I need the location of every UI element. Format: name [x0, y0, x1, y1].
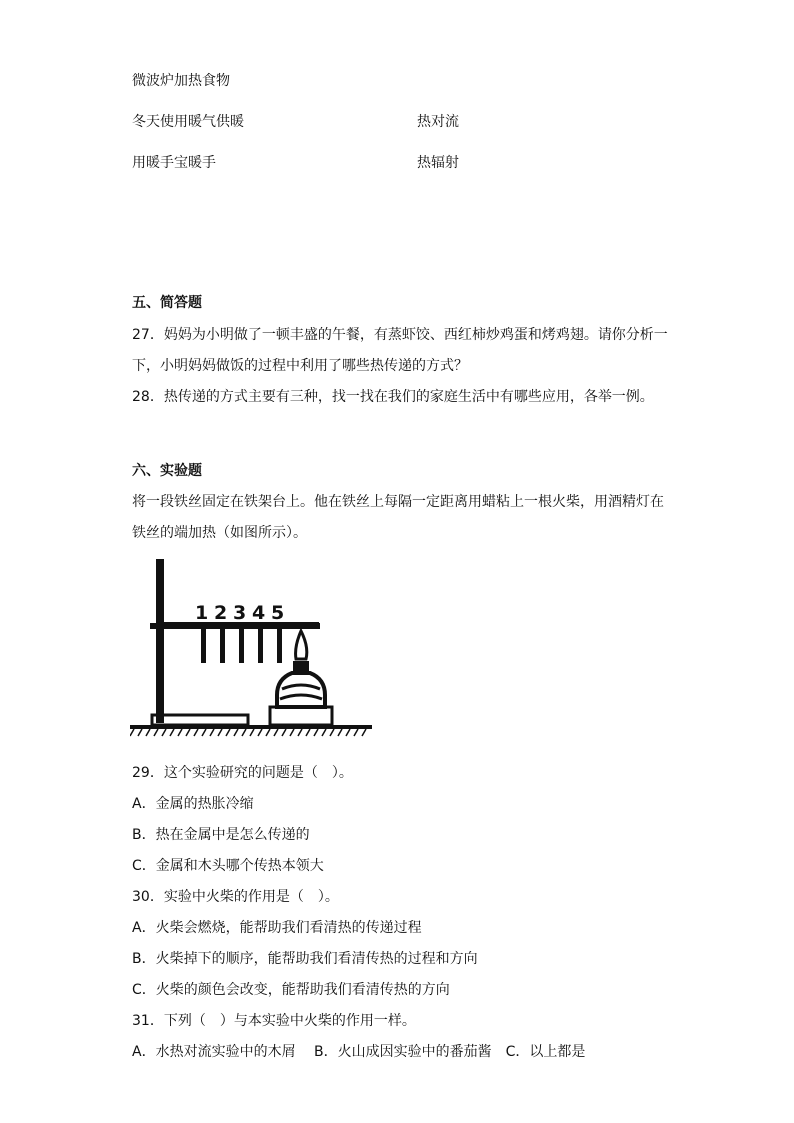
match-number: 1 [195, 602, 209, 624]
match-stick [277, 629, 282, 663]
stand-base [152, 715, 248, 725]
lamp-flame [296, 631, 307, 659]
question-29-option-c: C．金属和木头哪个传热本领大 [132, 858, 324, 874]
experiment-intro-line: 铁丝的端加热（如图所示）。 [132, 525, 307, 541]
experiment-figure [130, 555, 375, 743]
match-number: 4 [252, 602, 266, 624]
lamp-neck [293, 661, 309, 673]
question-28: 28．热传递的方式主要有三种，找一找在我们的家庭生活中有哪些应用，各举一例。 [132, 389, 654, 405]
matching-left-item: 冬天使用暖气供暖 [132, 114, 244, 130]
alcohol-lamp-body [277, 673, 325, 707]
lamp-platform [270, 707, 332, 725]
section-heading: 六、实验题 [132, 463, 202, 479]
question-29: 29．这个实验研究的问题是（ ）。 [132, 765, 353, 781]
match-stick [220, 629, 225, 663]
matching-left-item: 微波炉加热食物 [132, 73, 230, 89]
question-27-line: 27．妈妈为小明做了一顿丰盛的午餐，有蒸虾饺、西红柿炒鸡蛋和烤鸡翅。请你分析一 [132, 327, 668, 343]
matching-left-item: 用暖手宝暖手 [132, 155, 216, 171]
experiment-intro-line: 将一段铁丝固定在铁架台上。他在铁丝上每隔一定距离用蜡粘上一根火柴，用酒精灯在 [132, 494, 664, 510]
match-stick [239, 629, 244, 663]
match-stick [258, 629, 263, 663]
section-heading: 五、简答题 [132, 295, 202, 311]
question-31-options: A．水热对流实验中的木屑 B．火山成因实验中的番茄酱 C．以上都是 [132, 1044, 586, 1060]
question-31: 31．下列（ ）与本实验中火柴的作用一样。 [132, 1013, 416, 1029]
matching-right-item: 热辐射 [417, 155, 459, 171]
match-number: 5 [271, 602, 285, 624]
question-30-option-b: B．火柴掉下的顺序，能帮助我们看清传热的过程和方向 [132, 951, 478, 967]
question-29-option-b: B．热在金属中是怎么传递的 [132, 827, 310, 843]
match-stick [201, 629, 206, 663]
stand-rod [156, 559, 164, 723]
question-30-option-c: C．火柴的颜色会改变，能帮助我们看清传热的方向 [132, 982, 450, 998]
question-30-option-a: A．火柴会燃烧，能帮助我们看清热的传递过程 [132, 920, 422, 936]
matching-right-item: 热对流 [417, 114, 459, 130]
match-number: 3 [233, 602, 247, 624]
question-27-line: 下，小明妈妈做饭的过程中利用了哪些热传递的方式？ [132, 358, 468, 374]
question-29-option-a: A．金属的热胀冷缩 [132, 796, 254, 812]
question-30: 30．实验中火柴的作用是（ ）。 [132, 889, 339, 905]
ground-hatching [130, 729, 366, 736]
match-number: 2 [214, 602, 228, 624]
